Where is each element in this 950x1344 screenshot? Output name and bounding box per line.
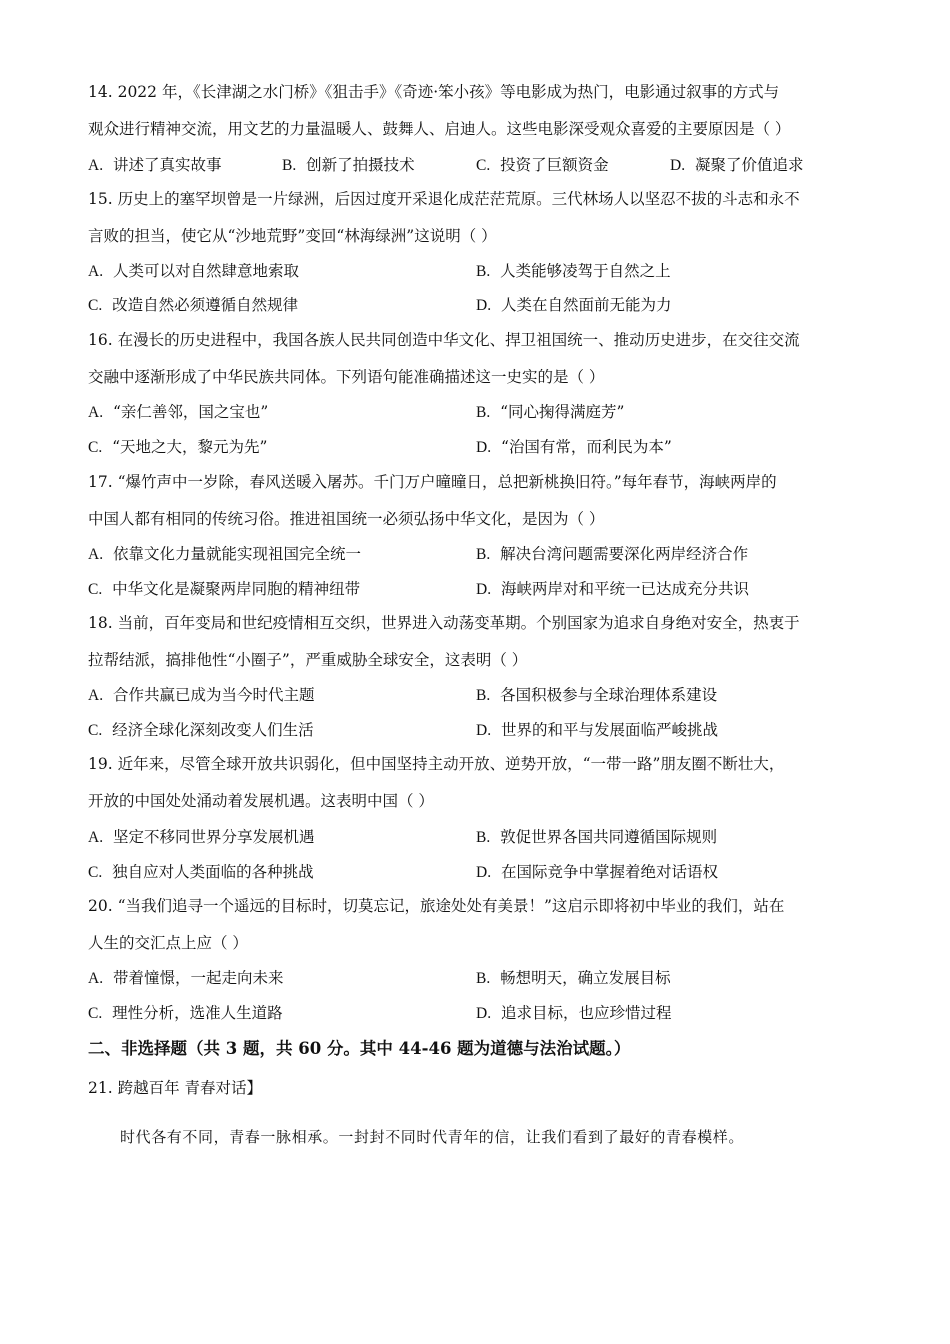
option-text: “同心掬得满庭芳”: [500, 403, 625, 421]
option-text: 解决台湾问题需要深化两岸经济合作: [500, 545, 749, 563]
option-text: 合作共赢已成为当今时代主题: [112, 686, 315, 704]
answer-option[interactable]: [88, 685, 314, 706]
option-text: 坚定不移同世界分享发展机遇: [112, 828, 315, 846]
answer-option[interactable]: [476, 579, 749, 600]
option-spacer: [491, 721, 501, 739]
answer-option[interactable]: [476, 862, 718, 883]
option-spacer: [103, 828, 113, 846]
option-letter: D.: [476, 439, 492, 456]
option-letter: B.: [476, 546, 491, 563]
option-text: 经济全球化深刻改变人们生活: [112, 721, 314, 739]
answer-option[interactable]: [88, 155, 221, 176]
answer-option[interactable]: [88, 437, 267, 458]
option-letter: C.: [88, 439, 103, 456]
option-letter: A.: [88, 687, 104, 704]
option-letter: B.: [282, 157, 297, 174]
option-spacer: [491, 580, 501, 598]
option-letter: A.: [88, 404, 104, 421]
option-spacer: [490, 403, 500, 421]
answer-option[interactable]: [476, 261, 671, 282]
answer-option[interactable]: [476, 685, 717, 706]
option-spacer: [103, 969, 113, 987]
option-text: 海峡两岸对和平统一已达成充分共识: [500, 580, 749, 598]
option-letter: B.: [476, 687, 491, 704]
question-stem-line: 14. 2022 年，《长津湖之水门桥》《狙击手》《奇迹·笨小孩》等电影成为热门，电影通过叙事的方式与: [88, 83, 780, 101]
question-stem-line: 19. 近年来，尽管全球开放共识弱化，但中国坚持主动开放、逆势开放，“一带一路”朋友圈不断壮大，: [88, 755, 785, 773]
answer-option[interactable]: [88, 544, 361, 565]
option-spacer: [296, 156, 306, 174]
answer-option[interactable]: [88, 402, 268, 423]
option-letter: C.: [88, 722, 103, 739]
answer-option[interactable]: [476, 295, 671, 316]
option-text: 各国积极参与全球治理体系建设: [500, 686, 718, 704]
option-spacer: [490, 156, 500, 174]
option-letter: C.: [476, 157, 491, 174]
question-stem-line: 20. “当我们追寻一个遥远的目标时，切莫忘记，旅途处处有美景！”这启示即将初中毕业的我们，站在: [88, 897, 785, 915]
option-spacer: [102, 438, 112, 456]
answer-option[interactable]: [670, 155, 803, 176]
option-spacer: [102, 721, 112, 739]
question-stem-line: 观众进行精神交流，用文艺的力量温暖人、鼓舞人、启迪人。这些电影深受观众喜爱的主要原因是（ ）: [88, 120, 791, 138]
option-spacer: [103, 545, 113, 563]
answer-option[interactable]: [476, 827, 717, 848]
question-stem-line: 人生的交汇点上应（ ）: [88, 934, 248, 952]
option-letter: D.: [476, 864, 492, 881]
option-text: 畅想明天，确立发展目标: [500, 969, 671, 987]
option-letter: A.: [88, 970, 104, 987]
option-text: 改造自然必须遵循自然规律: [112, 296, 299, 314]
option-spacer: [102, 863, 112, 881]
option-letter: D.: [476, 1005, 492, 1022]
option-text: 敦促世界各国共同遵循国际规则: [500, 828, 718, 846]
option-letter: D.: [670, 157, 686, 174]
option-letter: D.: [476, 722, 492, 739]
option-text: 依靠文化力量就能实现祖国完全统一: [112, 545, 361, 563]
option-spacer: [491, 863, 501, 881]
answer-option[interactable]: [88, 720, 314, 741]
answer-option[interactable]: [476, 437, 672, 458]
question-stem-line: 言败的担当，使它从“沙地荒野”变回“林海绿洲”这说明（ ）: [88, 227, 497, 245]
question-stem-line: 15. 历史上的塞罕坝曾是一片绿洲，后因过度开采退化成茫茫荒原。三代林场人以坚忍不拔的斗志和永不: [88, 190, 800, 208]
question-stem-line: 拉帮结派，搞排他性“小圈子”，严重威胁全球安全，这表明（ ）: [88, 651, 528, 669]
option-text: “天地之大，黎元为先”: [112, 438, 268, 456]
option-spacer: [490, 828, 500, 846]
option-text: 凝聚了价值追求: [694, 156, 804, 174]
option-letter: C.: [88, 1005, 103, 1022]
option-letter: A.: [88, 263, 104, 280]
option-text: 在国际竞争中掌握着绝对话语权: [500, 863, 718, 881]
option-text: 人类在自然面前无能为力: [500, 296, 672, 314]
option-spacer: [102, 1004, 112, 1022]
answer-option[interactable]: [476, 968, 671, 989]
answer-option[interactable]: [476, 1003, 671, 1024]
question-stem-line: 中国人都有相同的传统习俗。推进祖国统一必须弘扬中华文化，是因为（ ）: [88, 510, 605, 528]
answer-option[interactable]: [88, 261, 299, 282]
answer-option[interactable]: [88, 827, 314, 848]
option-letter: C.: [88, 581, 103, 598]
option-letter: A.: [88, 546, 104, 563]
option-letter: B.: [476, 263, 491, 280]
option-spacer: [102, 296, 112, 314]
option-text: 独自应对人类面临的各种挑战: [112, 863, 314, 881]
option-spacer: [103, 156, 113, 174]
option-text: 理性分析，选准人生道路: [112, 1004, 283, 1022]
question-stem-line: 开放的中国处处涌动着发展机遇。这表明中国（ ）: [88, 792, 434, 810]
option-spacer: [490, 545, 500, 563]
option-letter: D.: [476, 297, 492, 314]
option-text: 创新了拍摄技术: [306, 156, 415, 174]
option-text: 带着憧憬，一起走向未来: [112, 969, 284, 987]
option-spacer: [103, 262, 113, 280]
question-21-label: 21. 跨越百年 青春对话】: [88, 1079, 263, 1097]
answer-option[interactable]: [476, 155, 609, 176]
option-text: 投资了巨额资金: [500, 156, 609, 174]
question-stem-line: 18. 当前，百年变局和世纪疫情相互交织，世界进入动荡变革期。个别国家为追求自身绝对安全，热衷于: [88, 614, 800, 632]
option-spacer: [491, 438, 501, 456]
option-text: 人类可以对自然肆意地索取: [112, 262, 299, 280]
answer-option[interactable]: [88, 1003, 283, 1024]
option-text: “治国有常，而利民为本”: [500, 438, 672, 456]
question-stem-line: 16. 在漫长的历史进程中，我国各族人民共同创造中华文化、捍卫祖国统一、推动历史进步，在交往交流: [88, 331, 800, 349]
option-spacer: [103, 686, 113, 704]
answer-option[interactable]: [476, 402, 624, 423]
option-spacer: [102, 580, 112, 598]
question-21-intro: 时代各有不同，青春一脉相承。一封封不同时代青年的信，让我们看到了最好的青春模样。: [120, 1128, 745, 1146]
option-letter: A.: [88, 829, 104, 846]
answer-option[interactable]: [476, 544, 748, 565]
option-letter: D.: [476, 581, 492, 598]
option-spacer: [491, 1004, 501, 1022]
option-spacer: [103, 403, 113, 421]
option-letter: C.: [88, 864, 103, 881]
answer-option[interactable]: [88, 295, 298, 316]
section-heading: 二、非选择题（共 3 题，共 60 分。其中 44-46 题为道德与法治试题。）: [88, 1039, 631, 1058]
option-letter: B.: [476, 829, 491, 846]
option-text: 世界的和平与发展面临严峻挑战: [500, 721, 718, 739]
option-letter: A.: [88, 157, 104, 174]
option-spacer: [490, 262, 500, 280]
answer-option[interactable]: [476, 720, 718, 741]
option-text: 中华文化是凝聚两岸同胞的精神纽带: [112, 580, 361, 598]
question-stem-line: 17. “爆竹声中一岁除，春风送暖入屠苏。千门万户曈曈日，总把新桃换旧符。”每年春节，海峡两岸的: [88, 473, 777, 491]
option-letter: C.: [88, 297, 103, 314]
answer-option[interactable]: [88, 862, 314, 883]
option-letter: B.: [476, 970, 491, 987]
option-letter: B.: [476, 404, 491, 421]
question-stem-line: 交融中逐渐形成了中华民族共同体。下列语句能准确描述这一史实的是（ ）: [88, 368, 605, 386]
option-text: “亲仁善邻，国之宝也”: [112, 403, 269, 421]
answer-option[interactable]: [282, 155, 415, 176]
option-text: 讲述了真实故事: [112, 156, 222, 174]
option-spacer: [685, 156, 695, 174]
answer-option[interactable]: [88, 968, 283, 989]
option-spacer: [490, 686, 500, 704]
option-spacer: [490, 969, 500, 987]
option-text: 人类能够凌驾于自然之上: [500, 262, 671, 280]
option-text: 追求目标，也应珍惜过程: [500, 1004, 672, 1022]
option-spacer: [491, 296, 501, 314]
answer-option[interactable]: [88, 579, 360, 600]
